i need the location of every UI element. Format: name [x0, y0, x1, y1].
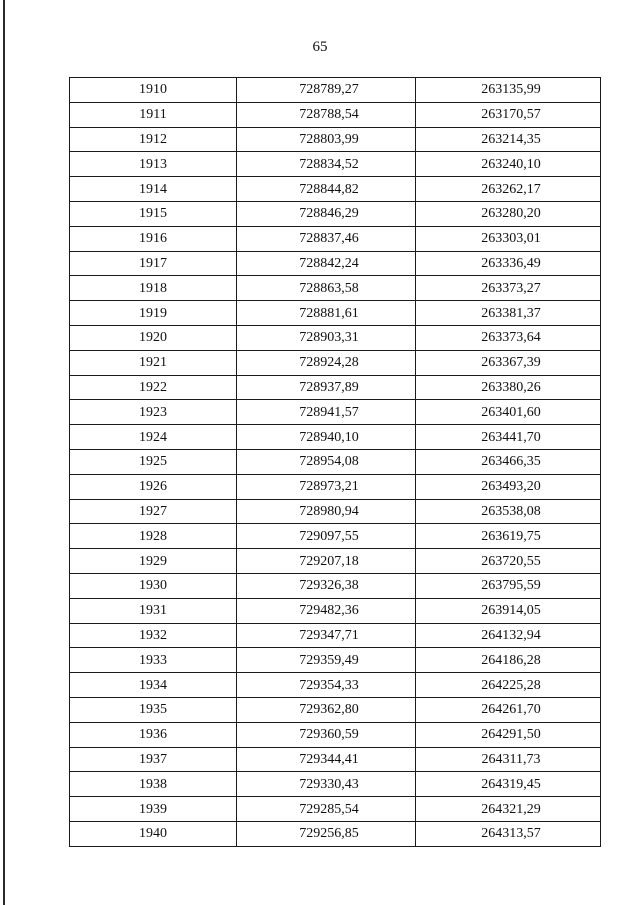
- x-coordinate-cell: [237, 722, 416, 747]
- x-coordinate-cell: [237, 127, 416, 152]
- cell-value: 1911: [139, 107, 167, 123]
- x-coordinate-cell: [237, 152, 416, 177]
- cell-value: 264225,28: [481, 677, 541, 693]
- x-coordinate-cell: [237, 400, 416, 425]
- y-coordinate-cell: [416, 301, 601, 326]
- cell-value: 728940,10: [299, 429, 359, 445]
- y-coordinate-cell: [416, 821, 601, 846]
- point-number-cell: [70, 449, 237, 474]
- point-number-cell: [70, 549, 237, 574]
- cell-value: 263795,59: [481, 578, 541, 594]
- cell-value: 729482,36: [299, 603, 359, 619]
- cell-value: 1913: [139, 156, 167, 172]
- table-row: [70, 251, 601, 276]
- x-coordinate-cell: [237, 772, 416, 797]
- table-row: [70, 549, 601, 574]
- cell-value: 1920: [139, 330, 167, 346]
- cell-value: 1925: [139, 454, 167, 470]
- x-coordinate-cell: [237, 673, 416, 698]
- table-row: [70, 226, 601, 251]
- cell-value: 729359,49: [299, 652, 359, 668]
- cell-value: 263914,05: [481, 603, 541, 619]
- page-number: 65: [312, 39, 328, 55]
- y-coordinate-cell: [416, 474, 601, 499]
- cell-value: 1924: [139, 429, 167, 445]
- cell-value: 1914: [139, 181, 167, 197]
- cell-value: 729354,33: [299, 677, 359, 693]
- x-coordinate-cell: [237, 623, 416, 648]
- cell-value: 1935: [139, 702, 167, 718]
- point-number-cell: [70, 177, 237, 202]
- cell-value: 264291,50: [481, 727, 541, 743]
- point-number-cell: [70, 499, 237, 524]
- cell-value: 729360,59: [299, 727, 359, 743]
- cell-value: 728903,31: [299, 330, 359, 346]
- y-coordinate-cell: [416, 78, 601, 103]
- point-number-cell: [70, 325, 237, 350]
- cell-value: 264319,45: [481, 776, 541, 792]
- table-row: [70, 425, 601, 450]
- cell-value: 1916: [139, 231, 167, 247]
- y-coordinate-cell: [416, 177, 601, 202]
- cell-value: 263720,55: [481, 553, 541, 569]
- table-row: [70, 697, 601, 722]
- cell-value: 729285,54: [299, 801, 359, 817]
- point-number-cell: [70, 78, 237, 103]
- cell-value: 728980,94: [299, 503, 359, 519]
- cell-value: 263619,75: [481, 528, 541, 544]
- table-row: [70, 177, 601, 202]
- table-row: [70, 747, 601, 772]
- cell-value: 728842,24: [299, 255, 359, 271]
- table-row: [70, 276, 601, 301]
- point-number-cell: [70, 102, 237, 127]
- cell-value: 1923: [139, 404, 167, 420]
- y-coordinate-cell: [416, 201, 601, 226]
- y-coordinate-cell: [416, 350, 601, 375]
- cell-value: 729326,38: [299, 578, 359, 594]
- cell-value: 264186,28: [481, 652, 541, 668]
- table-row: [70, 499, 601, 524]
- cell-value: 1910: [139, 82, 167, 98]
- point-number-cell: [70, 226, 237, 251]
- cell-value: 728834,52: [299, 156, 359, 172]
- point-number-cell: [70, 400, 237, 425]
- cell-value: 728941,57: [299, 404, 359, 420]
- cell-value: 1922: [139, 379, 167, 395]
- table-row: [70, 673, 601, 698]
- point-number-cell: [70, 375, 237, 400]
- table-row: [70, 598, 601, 623]
- cell-value: 1930: [139, 578, 167, 594]
- point-number-cell: [70, 573, 237, 598]
- table-row: [70, 127, 601, 152]
- table-row: [70, 772, 601, 797]
- x-coordinate-cell: [237, 747, 416, 772]
- y-coordinate-cell: [416, 598, 601, 623]
- cell-value: 1936: [139, 727, 167, 743]
- y-coordinate-cell: [416, 226, 601, 251]
- cell-value: 729097,55: [299, 528, 359, 544]
- x-coordinate-cell: [237, 524, 416, 549]
- y-coordinate-cell: [416, 623, 601, 648]
- x-coordinate-cell: [237, 425, 416, 450]
- table-row: [70, 301, 601, 326]
- x-coordinate-cell: [237, 102, 416, 127]
- cell-value: 1921: [139, 355, 167, 371]
- cell-value: 1929: [139, 553, 167, 569]
- point-number-cell: [70, 697, 237, 722]
- y-coordinate-cell: [416, 127, 601, 152]
- table-row: [70, 152, 601, 177]
- x-coordinate-cell: [237, 276, 416, 301]
- cell-value: 728803,99: [299, 131, 359, 147]
- cell-value: 263170,57: [481, 107, 541, 123]
- point-number-cell: [70, 301, 237, 326]
- cell-value: 263303,01: [481, 231, 541, 247]
- y-coordinate-cell: [416, 325, 601, 350]
- y-coordinate-cell: [416, 772, 601, 797]
- x-coordinate-cell: [237, 549, 416, 574]
- y-coordinate-cell: [416, 697, 601, 722]
- point-number-cell: [70, 623, 237, 648]
- cell-value: 1939: [139, 801, 167, 817]
- y-coordinate-cell: [416, 251, 601, 276]
- cell-value: 263373,64: [481, 330, 541, 346]
- cell-value: 728924,28: [299, 355, 359, 371]
- y-coordinate-cell: [416, 797, 601, 822]
- y-coordinate-cell: [416, 425, 601, 450]
- point-number-cell: [70, 821, 237, 846]
- coordinates-table: [69, 77, 601, 847]
- cell-value: 263381,37: [481, 305, 541, 321]
- coordinates-table-container: [69, 77, 597, 847]
- cell-value: 1928: [139, 528, 167, 544]
- cell-value: 729362,80: [299, 702, 359, 718]
- x-coordinate-cell: [237, 474, 416, 499]
- y-coordinate-cell: [416, 152, 601, 177]
- x-coordinate-cell: [237, 78, 416, 103]
- y-coordinate-cell: [416, 722, 601, 747]
- table-row: [70, 102, 601, 127]
- cell-value: 1938: [139, 776, 167, 792]
- y-coordinate-cell: [416, 573, 601, 598]
- x-coordinate-cell: [237, 449, 416, 474]
- cell-value: 263441,70: [481, 429, 541, 445]
- y-coordinate-cell: [416, 400, 601, 425]
- y-coordinate-cell: [416, 375, 601, 400]
- table-row: [70, 474, 601, 499]
- table-row: [70, 201, 601, 226]
- x-coordinate-cell: [237, 821, 416, 846]
- point-number-cell: [70, 722, 237, 747]
- cell-value: 264261,70: [481, 702, 541, 718]
- cell-value: 728881,61: [299, 305, 359, 321]
- cell-value: 263466,35: [481, 454, 541, 470]
- y-coordinate-cell: [416, 449, 601, 474]
- cell-value: 1927: [139, 503, 167, 519]
- cell-value: 263380,26: [481, 379, 541, 395]
- table-row: [70, 449, 601, 474]
- x-coordinate-cell: [237, 177, 416, 202]
- x-coordinate-cell: [237, 375, 416, 400]
- cell-value: 263262,17: [481, 181, 541, 197]
- cell-value: 264311,73: [481, 751, 541, 767]
- cell-value: 728863,58: [299, 280, 359, 296]
- cell-value: 729207,18: [299, 553, 359, 569]
- x-coordinate-cell: [237, 573, 416, 598]
- point-number-cell: [70, 127, 237, 152]
- cell-value: 263240,10: [481, 156, 541, 172]
- table-row: [70, 722, 601, 747]
- point-number-cell: [70, 276, 237, 301]
- cell-value: 1940: [139, 826, 167, 842]
- cell-value: 728844,82: [299, 181, 359, 197]
- cell-value: 263280,20: [481, 206, 541, 222]
- point-number-cell: [70, 474, 237, 499]
- cell-value: 1919: [139, 305, 167, 321]
- x-coordinate-cell: [237, 697, 416, 722]
- cell-value: 1937: [139, 751, 167, 767]
- cell-value: 1915: [139, 206, 167, 222]
- cell-value: 728788,54: [299, 107, 359, 123]
- cell-value: 264132,94: [481, 627, 541, 643]
- point-number-cell: [70, 425, 237, 450]
- cell-value: 263538,08: [481, 503, 541, 519]
- cell-value: 1934: [139, 677, 167, 693]
- x-coordinate-cell: [237, 201, 416, 226]
- cell-value: 1912: [139, 131, 167, 147]
- y-coordinate-cell: [416, 673, 601, 698]
- point-number-cell: [70, 648, 237, 673]
- cell-value: 728937,89: [299, 379, 359, 395]
- cell-value: 1926: [139, 479, 167, 495]
- cell-value: 729344,41: [299, 751, 359, 767]
- point-number-cell: [70, 598, 237, 623]
- point-number-cell: [70, 350, 237, 375]
- point-number-cell: [70, 251, 237, 276]
- table-row: [70, 325, 601, 350]
- point-number-cell: [70, 797, 237, 822]
- cell-value: 1931: [139, 603, 167, 619]
- y-coordinate-cell: [416, 648, 601, 673]
- x-coordinate-cell: [237, 251, 416, 276]
- cell-value: 263401,60: [481, 404, 541, 420]
- table-row: [70, 524, 601, 549]
- cell-value: 263336,49: [481, 255, 541, 271]
- y-coordinate-cell: [416, 499, 601, 524]
- y-coordinate-cell: [416, 524, 601, 549]
- x-coordinate-cell: [237, 325, 416, 350]
- cell-value: 264321,29: [481, 801, 541, 817]
- table-row: [70, 78, 601, 103]
- point-number-cell: [70, 747, 237, 772]
- y-coordinate-cell: [416, 549, 601, 574]
- table-row: [70, 648, 601, 673]
- x-coordinate-cell: [237, 598, 416, 623]
- point-number-cell: [70, 201, 237, 226]
- cell-value: 264313,57: [481, 826, 541, 842]
- table-row: [70, 821, 601, 846]
- cell-value: 728973,21: [299, 479, 359, 495]
- cell-value: 728789,27: [299, 82, 359, 98]
- y-coordinate-cell: [416, 102, 601, 127]
- cell-value: 263367,39: [481, 355, 541, 371]
- x-coordinate-cell: [237, 301, 416, 326]
- point-number-cell: [70, 524, 237, 549]
- cell-value: 263135,99: [481, 82, 541, 98]
- cell-value: 729347,71: [299, 627, 359, 643]
- x-coordinate-cell: [237, 648, 416, 673]
- x-coordinate-cell: [237, 499, 416, 524]
- table-body: [70, 78, 601, 847]
- x-coordinate-cell: [237, 350, 416, 375]
- cell-value: 728846,29: [299, 206, 359, 222]
- table-row: [70, 797, 601, 822]
- cell-value: 729256,85: [299, 826, 359, 842]
- x-coordinate-cell: [237, 226, 416, 251]
- cell-value: 263373,27: [481, 280, 541, 296]
- point-number-cell: [70, 673, 237, 698]
- cell-value: 263493,20: [481, 479, 541, 495]
- cell-value: 728954,08: [299, 454, 359, 470]
- table-row: [70, 623, 601, 648]
- table-row: [70, 375, 601, 400]
- cell-value: 263214,35: [481, 131, 541, 147]
- point-number-cell: [70, 152, 237, 177]
- x-coordinate-cell: [237, 797, 416, 822]
- y-coordinate-cell: [416, 747, 601, 772]
- table-row: [70, 573, 601, 598]
- cell-value: 1933: [139, 652, 167, 668]
- y-coordinate-cell: [416, 276, 601, 301]
- point-number-cell: [70, 772, 237, 797]
- table-row: [70, 400, 601, 425]
- table-row: [70, 350, 601, 375]
- page-edge: [3, 0, 5, 905]
- cell-value: 729330,43: [299, 776, 359, 792]
- cell-value: 728837,46: [299, 231, 359, 247]
- cell-value: 1918: [139, 280, 167, 296]
- cell-value: 1917: [139, 255, 167, 271]
- cell-value: 1932: [139, 627, 167, 643]
